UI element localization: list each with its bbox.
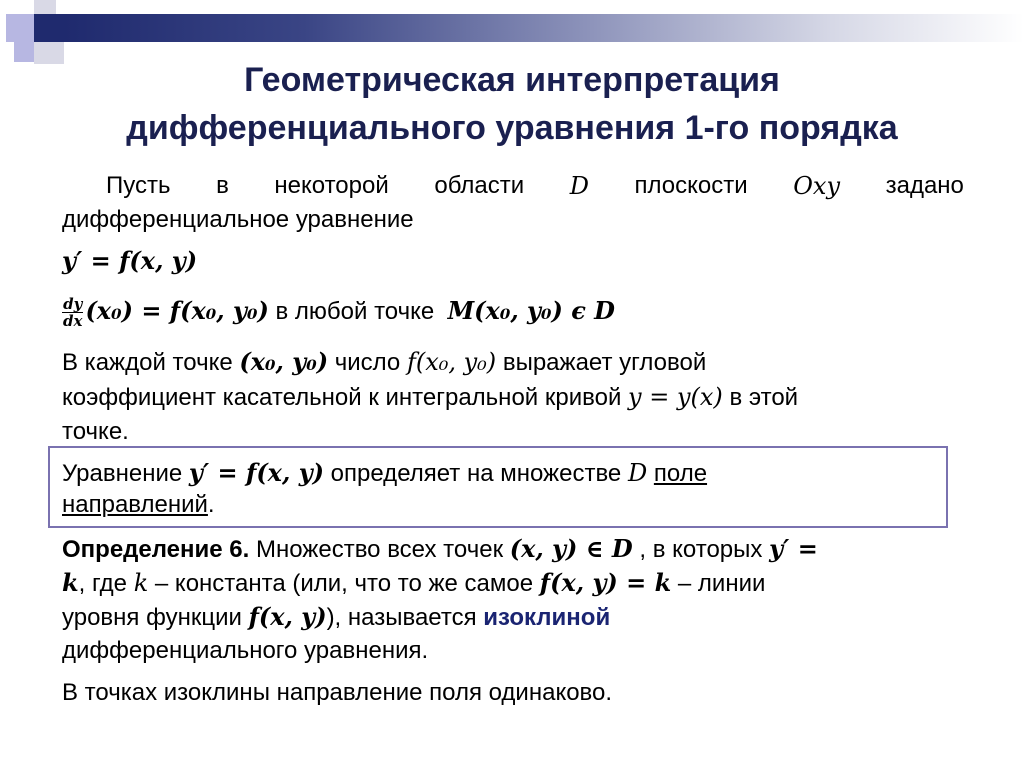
p1-word: Пусть	[106, 172, 171, 199]
fraction-numerator: dy	[63, 295, 83, 314]
box-line-2	[62, 490, 215, 520]
p1-word: задано	[885, 172, 964, 199]
p2-text: выражает угловой	[502, 349, 707, 376]
title-line-2: дифференциального уравнения 1-го порядка	[126, 109, 898, 147]
definition-set: (x, y) ∈ D	[509, 534, 633, 563]
definition-text: , где	[78, 570, 128, 597]
closing-sentence: В точках изоклины направление поля одинаково.	[62, 679, 613, 706]
definition-text: уровня функции	[62, 604, 242, 631]
p2-point: (x₀, y₀)	[239, 347, 329, 376]
p1-word: D	[569, 172, 589, 200]
equation-2-point: M(x₀, y₀) ϵ D	[447, 296, 615, 325]
definition-equation: y′ =	[769, 534, 818, 563]
derivative-fraction	[62, 296, 83, 329]
box-text: .	[207, 491, 215, 518]
p1-word: области	[434, 172, 525, 199]
corner-square	[34, 14, 64, 42]
fraction-denominator: dx	[63, 312, 83, 331]
box-text: Уравнение	[62, 460, 183, 487]
p2-text: В каждой точке	[62, 349, 233, 376]
title-line-1: Геометрическая интерпретация	[244, 61, 780, 99]
slide-title	[0, 56, 1024, 152]
definition-constant: k	[62, 568, 79, 597]
box-underlined-term: поле	[653, 460, 708, 487]
definition-text: ), называется	[326, 604, 477, 631]
definition-level-equation: f(x, y) = k	[539, 568, 672, 597]
p1-word: некоторой	[274, 172, 389, 199]
p2-curve: y = y(x)	[628, 383, 723, 411]
definition-text: , в которых	[639, 536, 763, 563]
p1-word: в	[216, 172, 229, 199]
p2-line-3: точке.	[62, 418, 129, 445]
definition-line-2	[62, 568, 765, 599]
p1-line-1	[106, 171, 964, 201]
equation-1: y′ = f(x, y)	[62, 246, 198, 275]
definition-text: Множество всех точек	[255, 536, 504, 563]
equation-2	[62, 296, 615, 329]
p2-line-2	[62, 382, 798, 413]
corner-square	[34, 0, 56, 14]
definition-text: – константа (или, что то же самое	[154, 570, 534, 597]
definition-line-1	[62, 534, 818, 565]
definition-constant: k	[133, 569, 149, 597]
p2-text: число	[334, 349, 401, 376]
p1-line-2: дифференциальное уравнение	[62, 206, 414, 233]
box-text: определяет на множестве	[330, 460, 622, 487]
p2-function: f(x₀, y₀)	[406, 348, 497, 376]
header-gradient-bar	[64, 14, 1024, 42]
p1-word: плоскости	[634, 172, 748, 199]
p1-word: Oxy	[793, 172, 841, 200]
box-domain: D	[627, 459, 648, 487]
isocline-term: изоклиной	[483, 604, 611, 631]
equation-2-text: в любой точке	[275, 298, 435, 325]
definition-line-3	[62, 602, 610, 633]
definition-line-4: дифференциального уравнения.	[62, 637, 429, 664]
corner-square	[6, 14, 34, 42]
definition-text: – линии	[677, 570, 766, 597]
p2-text: в этой	[729, 384, 799, 411]
equation-2-lhs: (x₀) = f(x₀, y₀)	[85, 296, 269, 325]
definition-function: f(x, y)	[248, 602, 327, 631]
box-underlined-term: направлений	[62, 491, 208, 518]
box-line-1	[62, 458, 707, 489]
p2-text: коэффициент касательной к интегральной кривой	[62, 384, 622, 411]
box-equation: y′ = f(x, y)	[188, 458, 324, 487]
p2-line-1	[62, 347, 706, 378]
definition-label: Определение 6.	[62, 536, 250, 563]
